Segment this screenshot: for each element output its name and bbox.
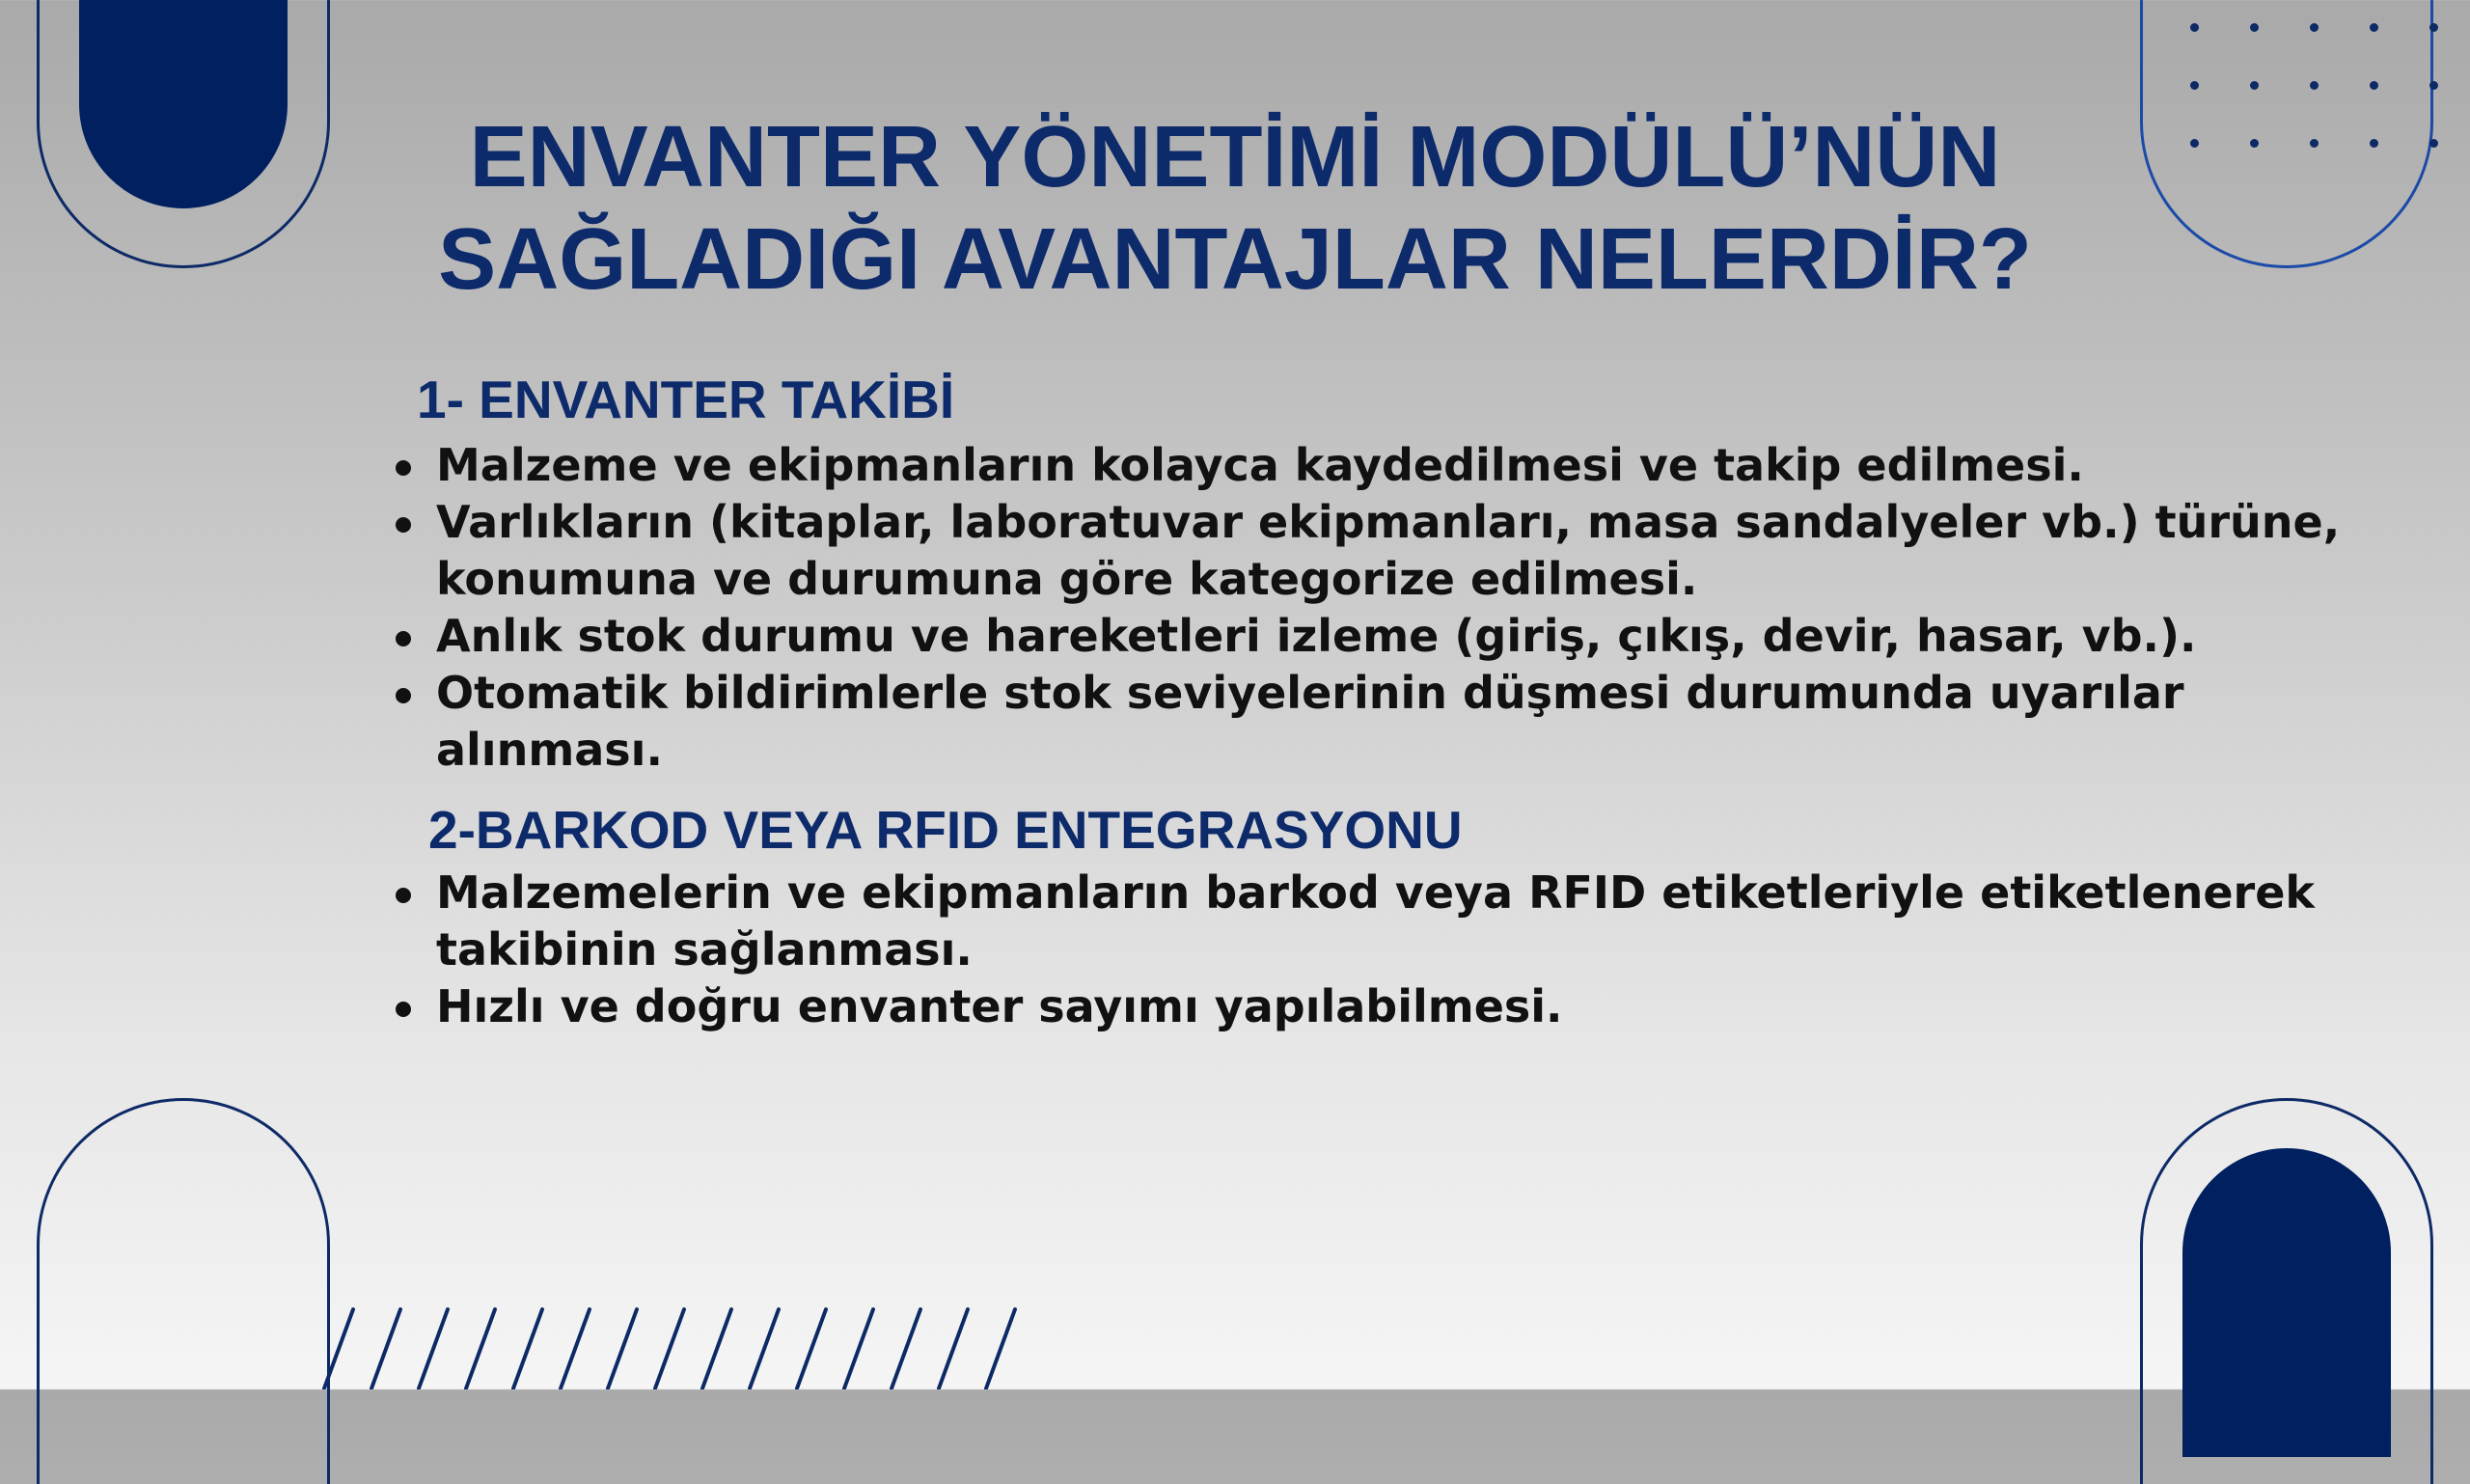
list-item: Malzemelerin ve ekipmanların barkod veya RFID etiketleriyle etiketlenerek takibinin sağlanması.: [386, 865, 2354, 978]
slide-title-line-2: SAĞLADIĞI AVANTAJLAR NELERDİR?: [438, 211, 2032, 308]
slide-title-line-1: ENVANTER YÖNETİMİ MODÜLÜ’NÜN: [469, 109, 2001, 206]
list-item: Hızlı ve doğru envanter sayımı yapılabilmesi.: [386, 978, 2354, 1035]
decorative-slash-lines: [318, 1307, 1042, 1389]
section-heading-barcode-rfid: 2-BARKOD VEYA RFID ENTEGRASYONU: [428, 800, 1463, 860]
list-item: Malzeme ve ekipmanların kolayca kaydedilmesi ve takip edilmesi.: [386, 437, 2354, 494]
decorative-arch-fill-top-left: [79, 0, 288, 208]
decorative-dot-grid: [2190, 23, 2451, 158]
section-heading-inventory-tracking: 1- ENVANTER TAKİBİ: [417, 370, 955, 429]
slide-title: [289, 106, 2181, 311]
list-item: Anlık stok durumu ve hareketleri izleme (giriş, çıkış, devir, hasar, vb.).: [386, 608, 2354, 665]
inventory-tracking-list: [386, 437, 2354, 779]
barcode-rfid-list: [386, 865, 2354, 1035]
decorative-arch-outline-bottom-left: [37, 1098, 330, 1484]
decorative-arch-fill-bottom-right: [2182, 1148, 2391, 1457]
list-item: Varlıkların (kitaplar, laboratuvar ekipmanları, masa sandalyeler vb.) türüne, konumuna ve durumuna göre kategorize edilmesi.: [386, 494, 2354, 608]
list-item: Otomatik bildirimlerle stok seviyelerinin düşmesi durumunda uyarılar alınması.: [386, 665, 2354, 779]
